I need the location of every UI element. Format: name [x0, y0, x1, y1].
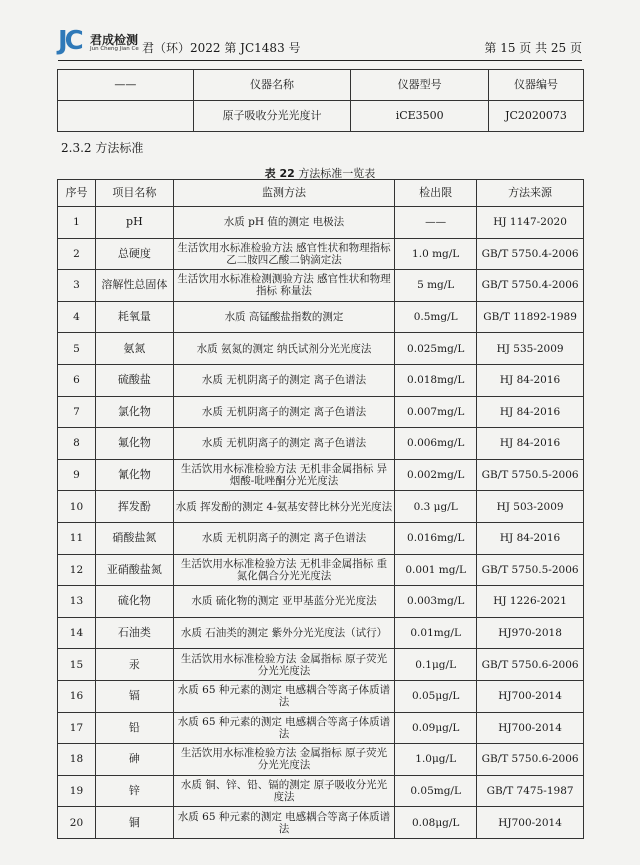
- row-item: 砷: [95, 744, 173, 776]
- row-limit: 0.3 μg/L: [395, 491, 477, 523]
- row-item: 氟化物: [95, 428, 173, 460]
- row-source: GB/T 5750.4-2006: [477, 270, 584, 302]
- row-item: 氰化物: [95, 459, 173, 491]
- row-source: GB/T 5750.5-2006: [477, 554, 584, 586]
- row-item: 铜: [95, 807, 173, 839]
- row-source: HJ 84-2016: [477, 522, 584, 554]
- instrument-header-cell: ——: [58, 70, 194, 101]
- row-method: 水质 氨氮的测定 纳氏试剂分光光度法: [173, 333, 394, 365]
- row-method: 生活饮用水标准检验方法 金属指标 原子荧光分光光度法: [173, 744, 394, 776]
- method-table: [57, 179, 584, 839]
- row-source: HJ700-2014: [477, 807, 584, 839]
- row-item: 氯化物: [95, 396, 173, 428]
- table-row: [58, 649, 584, 681]
- row-limit: 0.1μg/L: [395, 649, 477, 681]
- row-index: 16: [58, 680, 96, 712]
- row-index: 12: [58, 554, 96, 586]
- page-header: [58, 28, 582, 61]
- table-row: [58, 207, 584, 239]
- row-limit: 0.016mg/L: [395, 522, 477, 554]
- company-name: 君成检测: [90, 33, 139, 47]
- table-row: [58, 680, 584, 712]
- row-method: 水质 硫化物的测定 亚甲基蓝分光光度法: [173, 586, 394, 618]
- header-limit: 检出限: [395, 180, 477, 207]
- table-row: [58, 459, 584, 491]
- row-source: GB/T 7475-1987: [477, 775, 584, 807]
- instrument-cell: 原子吸收分光光度计: [193, 101, 351, 132]
- row-index: 15: [58, 649, 96, 681]
- row-index: 3: [58, 270, 96, 302]
- row-index: 2: [58, 238, 96, 270]
- row-limit: 1.0 mg/L: [395, 238, 477, 270]
- row-item: 汞: [95, 649, 173, 681]
- table-row: [58, 617, 584, 649]
- row-index: 8: [58, 428, 96, 460]
- row-method: 生活饮用水标准检验方法 无机非金属指标 重氮化偶合分光光度法: [173, 554, 394, 586]
- header-item: 项目名称: [95, 180, 173, 207]
- table-row: [58, 491, 584, 523]
- row-method: 水质 65 种元素的测定 电感耦合等离子体质谱法: [173, 712, 394, 744]
- row-item: 挥发酚: [95, 491, 173, 523]
- table-row: [58, 428, 584, 460]
- table-row: [58, 522, 584, 554]
- instrument-header-cell: 仪器型号: [351, 70, 489, 101]
- row-source: GB/T 5750.5-2006: [477, 459, 584, 491]
- row-index: 9: [58, 459, 96, 491]
- row-method: 生活饮用水标准检测测验方法 感官性状和物理指标 称量法: [173, 270, 394, 302]
- table-row: [58, 270, 584, 302]
- row-method: 水质 挥发酚的测定 4-氨基安替比林分光光度法: [173, 491, 394, 523]
- row-limit: 0.001 mg/L: [395, 554, 477, 586]
- row-index: 4: [58, 301, 96, 333]
- row-limit: 1.0μg/L: [395, 744, 477, 776]
- row-source: HJ700-2014: [477, 680, 584, 712]
- section-title: 2.3.2 方法标准: [61, 141, 144, 155]
- row-method: 水质 65 种元素的测定 电感耦合等离子体质谱法: [173, 680, 394, 712]
- row-source: HJ970-2018: [477, 617, 584, 649]
- table-row: [58, 301, 584, 333]
- row-item: 铅: [95, 712, 173, 744]
- row-index: 13: [58, 586, 96, 618]
- report-number: 君（环）2022 第 JC1483 号: [142, 41, 301, 55]
- row-limit: 0.007mg/L: [395, 396, 477, 428]
- page-number: 第 15 页 共 25 页: [484, 41, 582, 55]
- row-source: GB/T 11892-1989: [477, 301, 584, 333]
- row-index: 11: [58, 522, 96, 554]
- row-source: GB/T 5750.4-2006: [477, 238, 584, 270]
- row-limit: 5 mg/L: [395, 270, 477, 302]
- row-method: 生活饮用水标准检验方法 金属指标 原子荧光分光光度法: [173, 649, 394, 681]
- instrument-table: [57, 69, 584, 132]
- instrument-row: [58, 101, 584, 132]
- table-row: [58, 712, 584, 744]
- row-limit: 0.025mg/L: [395, 333, 477, 365]
- row-item: 硫化物: [95, 586, 173, 618]
- table-row: [58, 775, 584, 807]
- table-row: [58, 744, 584, 776]
- row-limit: 0.01mg/L: [395, 617, 477, 649]
- row-method: 生活饮用水标准检验方法 无机非金属指标 异烟酸-吡唑酮分光光度法: [173, 459, 394, 491]
- row-limit: 0.002mg/L: [395, 459, 477, 491]
- row-item: 耗氧量: [95, 301, 173, 333]
- row-index: 18: [58, 744, 96, 776]
- row-index: 14: [58, 617, 96, 649]
- row-method: 水质 无机阴离子的测定 离子色谱法: [173, 364, 394, 396]
- header-index: 序号: [58, 180, 96, 207]
- row-limit: 0.08μg/L: [395, 807, 477, 839]
- row-item: 氨氮: [95, 333, 173, 365]
- instrument-header-row: [58, 70, 584, 101]
- header-source: 方法来源: [477, 180, 584, 207]
- row-index: 17: [58, 712, 96, 744]
- row-method: 水质 高锰酸盐指数的测定: [173, 301, 394, 333]
- row-index: 10: [58, 491, 96, 523]
- table-row: [58, 364, 584, 396]
- table-number: 表 22: [264, 167, 295, 180]
- company-logo: [58, 28, 150, 58]
- row-index: 19: [58, 775, 96, 807]
- row-method: 水质 65 种元素的测定 电感耦合等离子体质谱法: [173, 807, 394, 839]
- row-source: HJ 503-2009: [477, 491, 584, 523]
- row-method: 水质 无机阴离子的测定 离子色谱法: [173, 428, 394, 460]
- row-limit: 0.05μg/L: [395, 680, 477, 712]
- row-item: 亚硝酸盐氮: [95, 554, 173, 586]
- method-header-row: [58, 180, 584, 207]
- row-index: 7: [58, 396, 96, 428]
- table-row: [58, 807, 584, 839]
- row-index: 20: [58, 807, 96, 839]
- row-item: 镉: [95, 680, 173, 712]
- row-method: 水质 无机阴离子的测定 离子色谱法: [173, 396, 394, 428]
- instrument-header-cell: 仪器编号: [489, 70, 584, 101]
- row-method: 水质 无机阴离子的测定 离子色谱法: [173, 522, 394, 554]
- row-source: HJ 535-2009: [477, 333, 584, 365]
- table-row: [58, 554, 584, 586]
- row-item: 石油类: [95, 617, 173, 649]
- row-limit: ——: [395, 207, 477, 239]
- instrument-cell: [58, 101, 194, 132]
- row-method: 水质 铜、锌、铅、镉的测定 原子吸收分光光度法: [173, 775, 394, 807]
- row-index: 1: [58, 207, 96, 239]
- row-item: 硫酸盐: [95, 364, 173, 396]
- row-source: HJ700-2014: [477, 712, 584, 744]
- row-item: 溶解性总固体: [95, 270, 173, 302]
- company-pinyin: Jun Cheng Jian Ce: [90, 46, 139, 52]
- table-row: [58, 333, 584, 365]
- table-title: 方法标准一览表: [298, 167, 376, 180]
- instrument-cell: JC2020073: [489, 101, 584, 132]
- row-source: GB/T 5750.6-2006: [477, 649, 584, 681]
- row-source: GB/T 5750.6-2006: [477, 744, 584, 776]
- row-item: pH: [95, 207, 173, 239]
- logo-mark: JC: [58, 26, 81, 56]
- row-item: 硝酸盐氮: [95, 522, 173, 554]
- row-limit: 0.018mg/L: [395, 364, 477, 396]
- header-method: 监测方法: [173, 180, 394, 207]
- row-limit: 0.003mg/L: [395, 586, 477, 618]
- row-method: 生活饮用水标准检验方法 感官性状和物理指标 乙二胺四乙酸二钠滴定法: [173, 238, 394, 270]
- row-source: HJ 1226-2021: [477, 586, 584, 618]
- row-source: HJ 84-2016: [477, 364, 584, 396]
- row-source: HJ 84-2016: [477, 428, 584, 460]
- table-row: [58, 396, 584, 428]
- table-row: [58, 238, 584, 270]
- row-source: HJ 84-2016: [477, 396, 584, 428]
- row-index: 5: [58, 333, 96, 365]
- row-limit: 0.006mg/L: [395, 428, 477, 460]
- method-table-body: [58, 207, 584, 839]
- row-method: 水质 石油类的测定 紫外分光光度法（试行）: [173, 617, 394, 649]
- table-row: [58, 586, 584, 618]
- row-item: 总硬度: [95, 238, 173, 270]
- row-limit: 0.05mg/L: [395, 775, 477, 807]
- instrument-header-cell: 仪器名称: [193, 70, 351, 101]
- row-source: HJ 1147-2020: [477, 207, 584, 239]
- row-limit: 0.09μg/L: [395, 712, 477, 744]
- row-limit: 0.5mg/L: [395, 301, 477, 333]
- row-item: 锌: [95, 775, 173, 807]
- row-index: 6: [58, 364, 96, 396]
- row-method: 水质 pH 值的测定 电极法: [173, 207, 394, 239]
- instrument-cell: iCE3500: [351, 101, 489, 132]
